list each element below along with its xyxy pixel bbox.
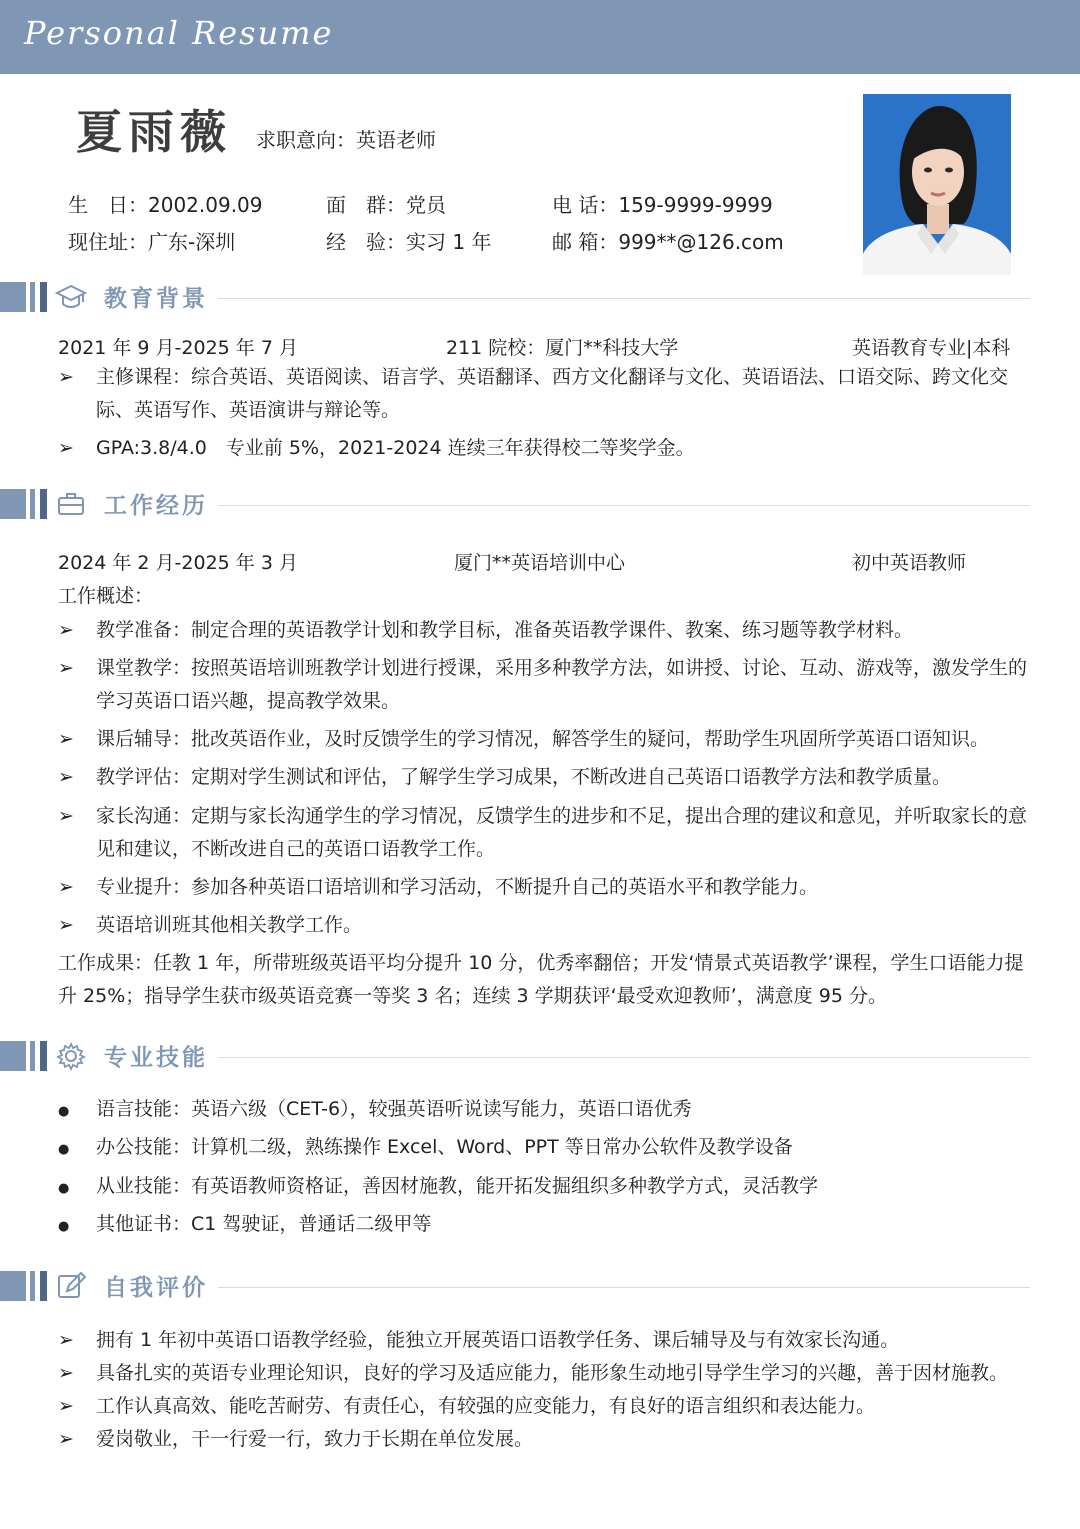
experience-field: 经 验：实习 1 年 <box>326 230 492 254</box>
arrow-bullet-icon: ➢ <box>58 1395 74 1417</box>
graduation-cap-icon <box>55 282 87 312</box>
profile-photo <box>863 94 1011 275</box>
job-intent: 求职意向：英语老师 <box>256 128 436 152</box>
phone-field: 电 话：159-9999-9999 <box>552 193 773 217</box>
political-field: 面 群：党员 <box>326 193 446 217</box>
section-marker-bar <box>40 1271 47 1301</box>
arrow-bullet-icon: ➢ <box>58 1428 74 1450</box>
work-period: 2024 年 2 月-2025 年 3 月 <box>58 552 298 574</box>
dot-bullet-icon: ● <box>58 1142 70 1157</box>
section-divider <box>218 298 1030 299</box>
education-school: 211 院校：厦门**科技大学 <box>446 337 679 359</box>
birthday-field: 生 日：2002.09.09 <box>68 193 263 217</box>
gear-icon <box>55 1041 87 1071</box>
section-title-self: 自我评价 <box>104 1275 208 1301</box>
edit-icon <box>55 1271 87 1301</box>
section-title-work: 工作经历 <box>104 493 208 519</box>
education-period: 2021 年 9 月-2025 年 7 月 <box>58 337 298 359</box>
section-marker-block <box>0 282 26 312</box>
dot-bullet-icon: ● <box>58 1104 70 1119</box>
section-marker-bar <box>30 1271 35 1301</box>
section-title-education: 教育背景 <box>104 286 208 312</box>
arrow-bullet-icon: ➢ <box>58 619 74 641</box>
section-divider <box>218 1057 1030 1058</box>
arrow-bullet-icon: ➢ <box>58 876 74 898</box>
work-overview-label: 工作概述： <box>58 585 154 607</box>
arrow-bullet-icon: ➢ <box>58 728 74 750</box>
section-marker-block <box>0 1041 26 1071</box>
section-marker-block <box>0 489 26 519</box>
work-role: 初中英语教师 <box>852 552 967 574</box>
arrow-bullet-icon: ➢ <box>58 366 74 388</box>
arrow-bullet-icon: ➢ <box>58 1329 74 1351</box>
section-marker-bar <box>30 489 35 519</box>
email-field: 邮 箱：999**@126.com <box>552 230 784 254</box>
work-company: 厦门**英语培训中心 <box>454 552 626 574</box>
section-marker-bar <box>40 282 47 312</box>
dot-bullet-icon: ● <box>58 1219 70 1234</box>
dot-bullet-icon: ● <box>58 1181 70 1196</box>
header-banner <box>0 0 1080 74</box>
section-work-header <box>0 489 1080 525</box>
banner-title: Personal Resume <box>24 14 334 52</box>
section-education-header <box>0 282 1080 318</box>
arrow-bullet-icon: ➢ <box>58 766 74 788</box>
arrow-bullet-icon: ➢ <box>58 657 74 679</box>
section-skills-header <box>0 1041 1080 1077</box>
section-title-skills: 专业技能 <box>104 1045 208 1071</box>
section-self-header <box>0 1271 1080 1307</box>
candidate-name: 夏雨薇 <box>76 105 232 159</box>
arrow-bullet-icon: ➢ <box>58 914 74 936</box>
briefcase-icon <box>55 489 87 519</box>
section-divider <box>218 505 1030 506</box>
address-field: 现住址：广东-深圳 <box>68 230 236 254</box>
section-marker-bar <box>30 1041 35 1071</box>
arrow-bullet-icon: ➢ <box>58 805 74 827</box>
education-major: 英语教育专业|本科 <box>852 337 1011 359</box>
arrow-bullet-icon: ➢ <box>58 437 74 459</box>
section-divider <box>218 1287 1030 1288</box>
section-marker-bar <box>30 282 35 312</box>
section-marker-bar <box>40 489 47 519</box>
section-marker-bar <box>40 1041 47 1071</box>
arrow-bullet-icon: ➢ <box>58 1362 74 1384</box>
section-marker-block <box>0 1271 26 1301</box>
